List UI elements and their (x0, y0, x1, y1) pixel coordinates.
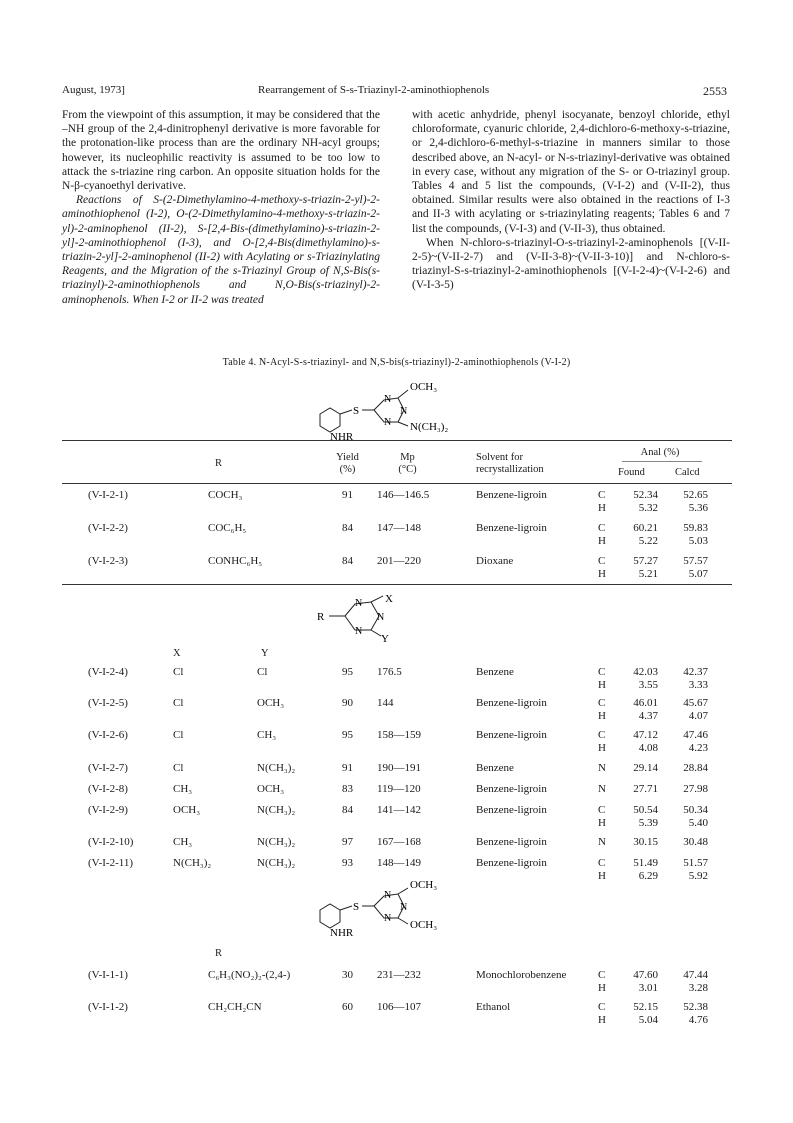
anal-brace-rule (622, 461, 702, 462)
cell-solvent: Benzene-ligroin (476, 836, 547, 848)
substituent-label: OCH₃ (410, 919, 438, 931)
anal-found: 50.54 (633, 804, 658, 816)
col-header-yield: Yield (%) (336, 452, 359, 475)
table-header-rule (62, 483, 732, 484)
running-title: Rearrangement of S-s-Triazinyl-2-aminothiophenols (258, 84, 490, 96)
anal-element: N (598, 836, 606, 848)
cell-x: Cl (173, 729, 184, 741)
cell-x: Cl (173, 762, 184, 774)
cell-mp: 148—149 (377, 857, 421, 869)
running-date: August, 1973] (62, 84, 125, 96)
cell-yield: 93 (342, 857, 353, 869)
cell-solvent: Benzene-ligroin (476, 522, 547, 534)
cell-yield: 84 (342, 555, 353, 567)
structure-diagram (300, 876, 480, 942)
anal-element: C (598, 666, 606, 678)
paragraph: From the viewpoint of this assumption, it may be considered that the –NH group of the 2,4-dinitrophenyl derivative is more favorable for the protonation-like process than are the ordinary NH-acyl groups; however, its nucleophilic reactivity is assumed to be too low to attack the s-triazine ring carbon. An opposite situation holds for the N-β-cyanoethyl derivative. (62, 109, 380, 193)
anal-calcd: 27.98 (683, 783, 708, 795)
anal-calcd: 45.67 (683, 697, 708, 709)
anal-found: 52.34 (633, 489, 658, 501)
cell-mp: 106—107 (377, 1001, 421, 1013)
n-atom: N (400, 902, 408, 913)
anal-element: C (598, 804, 606, 816)
anal-found: 47.60 (633, 969, 658, 981)
cell-x: Cl (173, 697, 184, 709)
anal-calcd: 4.07 (688, 710, 708, 722)
paragraph: with acetic anhydride, phenyl isocyanate, benzoyl chloride, ethyl chloroformate, cyanuric chloride, 2,4-dichloro-6-methoxy-s-triazine, or 2,4-dichloro-6-methyl-s-triazine in manners similar to those described above, an N-acyl- or N-s-triazinyl-derivative was obtained in every case, without any migration of the S- or O-triazinyl group. Tables 4 and 5 list the compounds, (V-I-2) and (V-II-2), thus obtained. Similar results were also obtained in the reactions of I-3 and II-3 with acylating or s-triazinylating reagents; Tables 6 and 7 list the compounds, (V-I-3) and (V-II-3), thus obtained. (412, 109, 730, 235)
cell-yield: 84 (342, 522, 353, 534)
cell-y: CH₃ (257, 729, 277, 741)
anal-element: H (598, 679, 606, 691)
anal-found: 57.27 (633, 555, 658, 567)
n-atom: N (355, 598, 363, 609)
anal-found: 27.71 (633, 783, 658, 795)
anal-element: H (598, 710, 606, 722)
cell-mp: 231—232 (377, 969, 421, 981)
col-header-found: Found (618, 467, 645, 478)
cell-mp: 190—191 (377, 762, 421, 774)
s-atom: S (353, 901, 360, 913)
anal-found: 46.01 (633, 697, 658, 709)
anal-found: 5.21 (638, 568, 658, 580)
paragraph: When N-chloro-s-triazinyl-O-s-triazinyl-2-aminophenols [(V-II-2-5)~(V-II-2-7) and (V-II-3-8)~(V-II-3-10)] and N-chloro-s-triazinyl-S-s-triazinyl-2-aminothiophenols [(V-I-2-4)~(V-I-2-6) and (V-I-3-5) (412, 236, 730, 292)
anal-found: 6.29 (638, 870, 658, 882)
compound-id: (V-I-2-9) (88, 804, 128, 816)
cell-solvent: Benzene-ligroin (476, 857, 547, 869)
cell-x: CH₃ (173, 836, 193, 848)
n-atom: N (384, 417, 392, 428)
anal-found: 5.32 (638, 502, 658, 514)
anal-calcd: 59.83 (683, 522, 708, 534)
cell-mp: 146—146.5 (377, 489, 430, 501)
right-column (412, 108, 730, 293)
anal-element: C (598, 489, 606, 501)
cell-r: COCH₃ (208, 489, 243, 501)
table-caption: Table 4. N-Acyl-S-s-triazinyl- and N,S-bis(s-triazinyl)-2-aminothiophenols (V-I-2) (222, 357, 571, 368)
col-header-calcd: Calcd (675, 467, 700, 478)
anal-calcd: 47.46 (683, 729, 708, 741)
cell-x: OCH₃ (173, 804, 201, 816)
compound-id: (V-I-2-8) (88, 783, 128, 795)
anal-calcd: 30.48 (683, 836, 708, 848)
compound-id: (V-I-1-2) (88, 1001, 128, 1013)
paragraph: Reactions of S-(2-Dimethylamino-4-methoxy-s-triazin-2-yl)-2-aminothiophenol (I-2), O-(2-Dimethylamino-4-methoxy-s-triazin-2-yl)-2-aminophenol (II-2), S-[2,4-Bis-(dimethylamino)-s-triazin-2-yl]-2-aminothiophenol (I-3), and O-[2,4-Bis(dimethylamino)-s-triazin-2-yl]-2-aminophenol (II-2) with Acylating or s-Triazinylating Reagents, and the Migration of the s-Triazinyl Group of N,S-Bis(s-triazinyl)-2-aminothiophenols and N,O-Bis(s-triazinyl)-2-aminophenols. When I-2 or II-2 was treated (62, 194, 380, 306)
cell-mp: 201—220 (377, 555, 421, 567)
cell-yield: 84 (342, 804, 353, 816)
n-atom: N (400, 406, 408, 417)
col-header-anal: Anal (%) (640, 447, 680, 458)
anal-element: H (598, 1014, 606, 1026)
col-header-solvent: Solvent for recrystallization (476, 452, 544, 475)
cell-mp: 176.5 (377, 666, 402, 678)
anal-found: 4.37 (638, 710, 658, 722)
anal-calcd: 5.36 (688, 502, 708, 514)
compound-id: (V-I-2-2) (88, 522, 128, 534)
anal-element: C (598, 969, 606, 981)
n-atom: N (377, 612, 385, 623)
table-top-rule (62, 440, 732, 441)
cell-mp: 147—148 (377, 522, 421, 534)
cell-y: N(CH₃)₂ (257, 762, 296, 774)
structure-diagram (315, 592, 435, 645)
compound-id: (V-I-2-4) (88, 666, 128, 678)
anal-calcd: 5.03 (688, 535, 708, 547)
anal-calcd: 50.34 (683, 804, 708, 816)
anal-found: 42.03 (633, 666, 658, 678)
cell-r: CH₂CH₂CN (208, 1001, 262, 1013)
cell-r: CONHC₆H₅ (208, 555, 263, 567)
compound-id: (V-I-1-1) (88, 969, 128, 981)
compound-id: (V-I-2-11) (88, 857, 134, 869)
cell-yield: 95 (342, 666, 353, 678)
cell-mp: 119—120 (377, 783, 421, 795)
col-header-x: X (173, 648, 181, 659)
cell-y: OCH₃ (257, 783, 285, 795)
cell-solvent: Benzene (476, 666, 514, 678)
compound-id: (V-I-2-7) (88, 762, 128, 774)
cell-solvent: Monochlorobenzene (476, 969, 567, 981)
cell-x: CH₃ (173, 783, 193, 795)
anal-calcd: 47.44 (683, 969, 708, 981)
anal-found: 47.12 (633, 729, 658, 741)
anal-found: 5.39 (638, 817, 658, 829)
anal-found: 51.49 (633, 857, 658, 869)
anal-element: H (598, 817, 606, 829)
structure-diagram (300, 370, 480, 443)
anal-found: 52.15 (633, 1001, 658, 1013)
anal-element: H (598, 982, 606, 994)
cell-y: OCH₃ (257, 697, 285, 709)
cell-yield: 95 (342, 729, 353, 741)
compound-id: (V-I-2-5) (88, 697, 128, 709)
anal-element: H (598, 502, 606, 514)
cell-mp: 141—142 (377, 804, 421, 816)
cell-solvent: Benzene-ligroin (476, 489, 547, 501)
page-number: 2553 (703, 84, 727, 98)
anal-calcd: 3.28 (688, 982, 708, 994)
cell-mp: 167—168 (377, 836, 421, 848)
nhr-label: NHR (330, 927, 354, 939)
cell-solvent: Benzene-ligroin (476, 729, 547, 741)
cell-y: N(CH₃)₂ (257, 857, 296, 869)
cell-yield: 30 (342, 969, 353, 981)
cell-x: Cl (173, 666, 184, 678)
anal-element: N (598, 783, 606, 795)
cell-yield: 91 (342, 762, 353, 774)
anal-found: 3.55 (638, 679, 658, 691)
cell-mp: 158—159 (377, 729, 421, 741)
anal-element: C (598, 522, 606, 534)
cell-solvent: Benzene-ligroin (476, 697, 547, 709)
cell-yield: 90 (342, 697, 353, 709)
anal-found: 30.15 (633, 836, 658, 848)
compound-id: (V-I-2-10) (88, 836, 134, 848)
cell-yield: 91 (342, 489, 353, 501)
anal-calcd: 42.37 (683, 666, 708, 678)
anal-element: H (598, 535, 606, 547)
anal-found: 5.22 (638, 535, 658, 547)
cell-solvent: Dioxane (476, 555, 514, 567)
anal-found: 5.04 (638, 1014, 658, 1026)
compound-id: (V-I-2-1) (88, 489, 128, 501)
anal-calcd: 4.23 (688, 742, 708, 754)
anal-calcd: 52.65 (683, 489, 708, 501)
anal-calcd: 5.40 (688, 817, 708, 829)
anal-calcd: 28.84 (683, 762, 708, 774)
col-header-r: R (215, 458, 223, 469)
cell-y: N(CH₃)₂ (257, 836, 296, 848)
compound-id: (V-I-2-6) (88, 729, 128, 741)
cell-mp: 144 (377, 697, 394, 709)
y-label: Y (381, 633, 389, 645)
anal-found: 3.01 (638, 982, 658, 994)
n-atom: N (355, 626, 363, 637)
anal-element: N (598, 762, 606, 774)
anal-calcd: 5.07 (688, 568, 708, 580)
section-rule (62, 584, 732, 585)
n-atom: N (384, 394, 392, 405)
substituent-label: OCH₃ (410, 879, 438, 891)
col-header-mp: Mp (°C) (398, 452, 417, 475)
anal-found: 29.14 (633, 762, 658, 774)
left-column (62, 108, 380, 307)
cell-yield: 60 (342, 1001, 353, 1013)
cell-solvent: Benzene-ligroin (476, 804, 547, 816)
anal-element: C (598, 1001, 606, 1013)
cell-y: N(CH₃)₂ (257, 804, 296, 816)
substituent-label: N(CH₃)₂ (410, 421, 449, 433)
cell-r: COC₆H₅ (208, 522, 247, 534)
anal-calcd: 3.33 (688, 679, 708, 691)
cell-y: Cl (257, 666, 268, 678)
nhr-label: NHR (330, 431, 354, 443)
anal-found: 4.08 (638, 742, 658, 754)
anal-calcd: 51.57 (683, 857, 708, 869)
cell-r: C₆H₃(NO₂)₂-(2,4-) (208, 969, 291, 981)
compound-id: (V-I-2-3) (88, 555, 128, 567)
anal-element: H (598, 568, 606, 580)
n-atom: N (384, 890, 392, 901)
s-atom: S (353, 405, 360, 417)
anal-element: H (598, 870, 606, 882)
cell-solvent: Ethanol (476, 1001, 511, 1013)
cell-yield: 97 (342, 836, 353, 848)
anal-element: H (598, 742, 606, 754)
cell-solvent: Benzene (476, 762, 514, 774)
anal-calcd: 4.76 (688, 1014, 708, 1026)
anal-element: C (598, 857, 606, 869)
anal-element: C (598, 697, 606, 709)
anal-element: C (598, 729, 606, 741)
anal-element: C (598, 555, 606, 567)
anal-calcd: 57.57 (683, 555, 708, 567)
cell-solvent: Benzene-ligroin (476, 783, 547, 795)
n-atom: N (384, 913, 392, 924)
anal-calcd: 52.38 (683, 1001, 708, 1013)
x-label: X (385, 593, 393, 605)
anal-calcd: 5.92 (688, 870, 708, 882)
cell-x: N(CH₃)₂ (173, 857, 212, 869)
r-label: R (317, 611, 325, 623)
col-header-r: R (215, 948, 223, 959)
col-header-y: Y (261, 648, 269, 659)
cell-yield: 83 (342, 783, 353, 795)
substituent-label: OCH₃ (410, 381, 438, 393)
anal-found: 60.21 (633, 522, 658, 534)
